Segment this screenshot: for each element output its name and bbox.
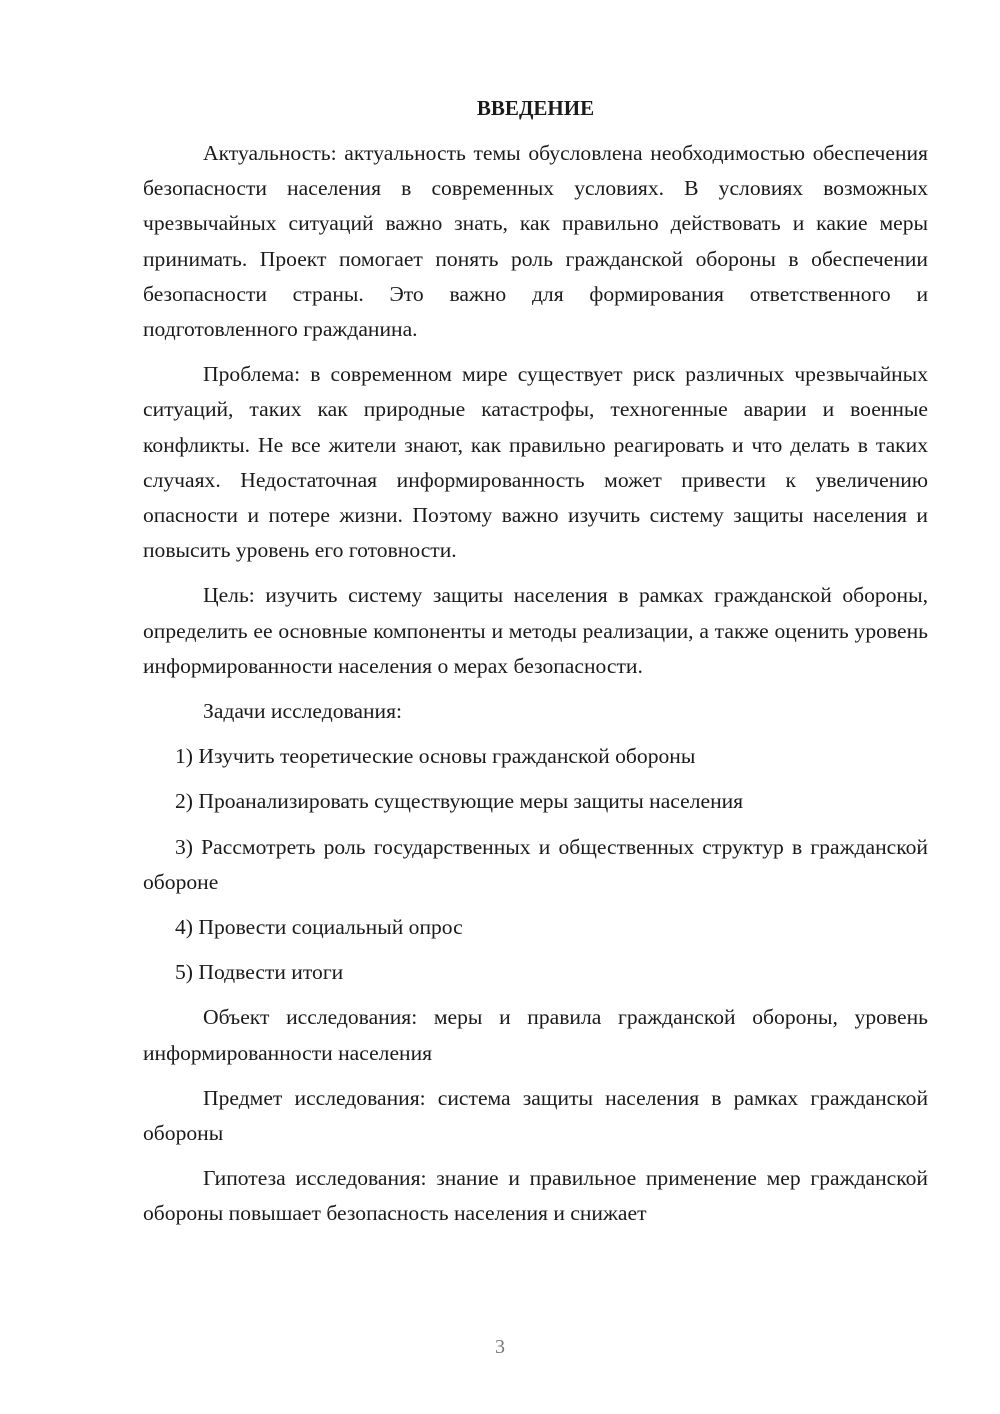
object-paragraph: Объект исследования: меры и правила гражданской обороны, уровень информированности населения	[143, 1005, 928, 1065]
page-content	[143, 94, 928, 1242]
task-item-5: 5) Подвести итоги	[175, 960, 344, 985]
task-item-1: 1) Изучить теоретические основы гражданской обороны	[175, 744, 696, 769]
relevance-paragraph: Актуальность: актуальность темы обусловлена необходимостью обеспечения безопасности населения в современных условиях. В условиях возможных чрезвычайных ситуаций важно знать, как правильно действовать и какие меры принимать. Проект помогает понять роль гражданской обороны в обеспечении безопасности страны. Это важно для формирования ответственного и подготовленного гражданина.	[143, 141, 928, 342]
subject-paragraph: Предмет исследования: система защиты населения в рамках гражданской обороны	[143, 1085, 928, 1146]
task-item-2: 2) Проанализировать существующие меры защиты населения	[175, 789, 744, 814]
goal-paragraph: Цель: изучить систему защиты населения в рамках гражданской обороны, определить ее основные компоненты и методы реализации, а также оценить уровень информированности населения о мерах безопасности.	[143, 583, 928, 678]
task-item-3: 3) Рассмотреть роль государственных и общественных структур в гражданской обороне	[143, 834, 928, 894]
page-title: ВВЕДЕНИЕ	[476, 96, 595, 120]
problem-paragraph: Проблема: в современном мире существует риск различных чрезвычайных ситуаций, таких как природные катастрофы, техногенные аварии и военные конфликты. Не все жители знают, как правильно реагировать и что делать в таких случаях. Недостаточная информированность может привести к увеличению опасности и потере жизни. Поэтому важно изучить систему защиты населения и повысить уровень его готовности.	[143, 362, 928, 563]
tasks-heading: Задачи исследования:	[203, 699, 403, 724]
page-number: 3	[495, 1336, 505, 1358]
task-item-4: 4) Провести социальный опрос	[175, 915, 463, 940]
hypothesis-paragraph: Гипотеза исследования: знание и правильное применение мер гражданской обороны повышает безопасность населения и снижает	[143, 1166, 928, 1226]
